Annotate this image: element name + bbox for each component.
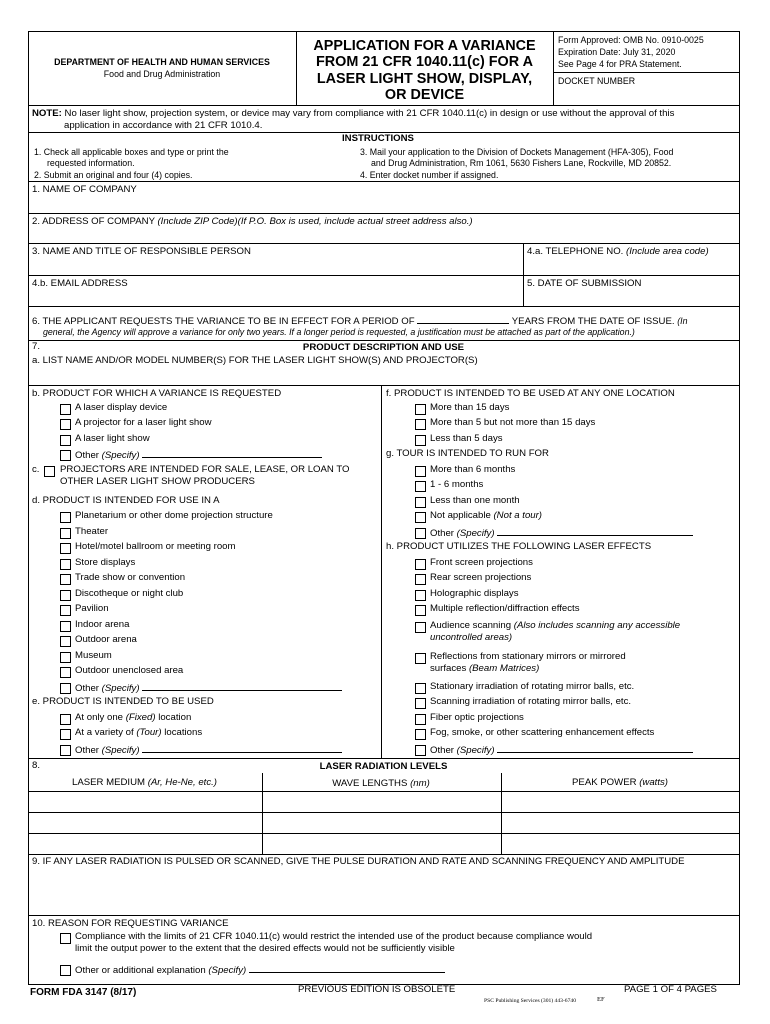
fixed-location-label: At only one (Fixed) location <box>75 712 192 723</box>
checkbox-projector[interactable] <box>60 419 71 430</box>
checkbox-discotheque[interactable] <box>60 590 71 601</box>
checkbox-trade-show[interactable] <box>60 574 71 585</box>
checkbox-laser-light-show[interactable] <box>60 435 71 446</box>
section8-heading: LASER RADIATION LEVELS <box>319 761 448 772</box>
company-address-field[interactable] <box>30 229 736 242</box>
multiple-reflection-label: Multiple reflection/diffraction effects <box>430 603 580 614</box>
checkbox-other-explanation[interactable] <box>60 965 71 976</box>
peak-power-header: PEAK POWER (watts) <box>572 777 668 788</box>
audience-scanning-label: Audience scanning (Also includes scanning any accessible <box>430 620 681 631</box>
checkbox-outdoor-arena[interactable] <box>60 636 71 647</box>
museum-label: Museum <box>75 650 112 661</box>
checkbox-h-other[interactable] <box>415 745 426 756</box>
checkbox-more-than-6-months[interactable] <box>415 466 426 477</box>
store-displays-label: Store displays <box>75 557 136 568</box>
company-name-field[interactable] <box>30 197 736 211</box>
instructions-heading: INSTRUCTIONS <box>342 133 414 144</box>
page-number: PAGE 1 OF 4 PAGES <box>624 984 717 995</box>
responsible-person-label: 3. NAME AND TITLE OF RESPONSIBLE PERSON <box>32 246 251 257</box>
checkbox-rear-screen[interactable] <box>415 574 426 585</box>
form-title-3: LASER LIGHT SHOW, DISPLAY, <box>316 71 533 87</box>
more-than-15-days-label: More than 15 days <box>430 402 510 413</box>
checkbox-store-displays[interactable] <box>60 559 71 570</box>
checkbox-more-than-15-days[interactable] <box>415 404 426 415</box>
location-duration-heading: f. PRODUCT IS INTENDED TO BE USED AT ANY ONE LOCATION <box>386 388 675 399</box>
instruction-2: 2. Submit an original and four (4) copies. <box>34 170 193 180</box>
agency-sub: Food and Drug Administration <box>103 69 221 79</box>
responsible-person-field[interactable] <box>30 259 522 273</box>
checkbox-e-other[interactable] <box>60 745 71 756</box>
trade-show-label: Trade show or convention <box>75 572 186 583</box>
checkbox-planetarium[interactable] <box>60 512 71 523</box>
email-field[interactable] <box>30 291 522 305</box>
other-explanation-label: Other or additional explanation (Specify) <box>75 963 445 977</box>
checkbox-stationary-mirrors[interactable] <box>415 653 426 664</box>
pulse-info-label: 9. IF ANY LASER RADIATION IS PULSED OR SCANNED, GIVE THE PULSE DURATION AND RATE AND SCANNING FREQUENCY AND AMPLITUDE <box>32 856 685 867</box>
obsolete-notice: PREVIOUS EDITION IS OBSOLETE <box>298 984 456 995</box>
section7-number: 7. <box>32 341 41 352</box>
g-other-field[interactable] <box>497 526 693 536</box>
b-other-field[interactable] <box>142 448 322 458</box>
h-other-label: Other (Specify) <box>430 743 693 757</box>
variance-period-note: general, the Agency will approve a variance for only two years. If a longer period is requested, a justification must be attached as part of the application.) <box>43 327 635 337</box>
outdoor-arena-label: Outdoor arena <box>75 634 137 645</box>
checkbox-stationary-irradiation[interactable] <box>415 683 426 694</box>
checkbox-tour-locations[interactable] <box>60 729 71 740</box>
form-title-2: FROM 21 CFR 1040.11(c) FOR A <box>316 54 533 70</box>
company-name-label: 1. NAME OF COMPANY <box>32 184 137 195</box>
publisher: PSC Publishing Services (301) 443-6740 <box>484 998 576 1004</box>
fiber-optic-label: Fiber optic projections <box>430 712 524 723</box>
wave-lengths-header: WAVE LENGTHS (nm) <box>332 778 430 789</box>
laser-table-row[interactable] <box>30 835 736 853</box>
checkbox-5-to-15-days[interactable] <box>415 419 426 430</box>
hotel-ballroom-label: Hotel/motel ballroom or meeting room <box>75 541 236 552</box>
telephone-label: 4.a. TELEPHONE NO. (Include area code) <box>527 246 709 257</box>
laser-table-row[interactable] <box>30 793 736 811</box>
front-screen-label: Front screen projections <box>430 557 533 568</box>
audience-scanning-label-2: uncontrolled areas) <box>430 632 513 643</box>
variance-years-field[interactable] <box>417 314 509 324</box>
less-than-5-days-label: Less than 5 days <box>430 433 503 444</box>
checkbox-d-other[interactable] <box>60 683 71 694</box>
email-label: 4.b. EMAIL ADDRESS <box>32 278 128 289</box>
1-6-months-label: 1 - 6 months <box>430 479 484 490</box>
checkbox-not-a-tour[interactable] <box>415 512 426 523</box>
section8-number: 8. <box>32 760 41 771</box>
checkbox-hotel-ballroom[interactable] <box>60 543 71 554</box>
company-address-label: 2. ADDRESS OF COMPANY (Include ZIP Code)(If P.O. Box is used, include actual street address also.) <box>32 216 473 227</box>
checkbox-museum[interactable] <box>60 652 71 663</box>
checkbox-fog-smoke[interactable] <box>415 729 426 740</box>
checkbox-front-screen[interactable] <box>415 559 426 570</box>
g-other-label: Other (Specify) <box>430 526 693 540</box>
h-other-field[interactable] <box>497 743 693 753</box>
e-other-field[interactable] <box>142 743 342 753</box>
note-line2: application in accordance with 21 CFR 1010.4. <box>64 120 263 131</box>
model-numbers-field[interactable] <box>30 368 736 384</box>
tour-locations-label: At a variety of (Tour) locations <box>75 727 203 738</box>
theater-label: Theater <box>75 526 109 537</box>
expiration-date: Expiration Date: July 31, 2020 <box>558 47 676 57</box>
checkbox-audience-scanning[interactable] <box>415 622 426 633</box>
checkbox-less-than-5-days[interactable] <box>415 435 426 446</box>
checkbox-pavilion[interactable] <box>60 605 71 616</box>
compliance-reason-label: Compliance with the limits of 21 CFR 1040.11(c) would restrict the intended use of the product because compliance would <box>75 931 593 942</box>
c-prefix: c. <box>32 464 40 475</box>
laser-light-show-label: A laser light show <box>75 433 150 444</box>
e-other-label: Other (Specify) <box>75 743 342 757</box>
stationary-mirrors-label: Reflections from stationary mirrors or mirrored <box>430 651 626 662</box>
tour-duration-heading: g. TOUR IS INTENDED TO RUN FOR <box>386 448 549 459</box>
discotheque-label: Discotheque or night club <box>75 588 184 599</box>
product-variance-heading: b. PRODUCT FOR WHICH A VARIANCE IS REQUESTED <box>32 388 282 399</box>
checkbox-compliance-reason[interactable] <box>60 933 71 944</box>
agency-name: DEPARTMENT OF HEALTH AND HUMAN SERVICES <box>54 57 270 67</box>
checkbox-outdoor-unenclosed[interactable] <box>60 667 71 678</box>
checkbox-fixed-location[interactable] <box>60 714 71 725</box>
rear-screen-label: Rear screen projections <box>430 572 532 583</box>
projector-label: A projector for a laser light show <box>75 417 212 428</box>
model-numbers-label: a. LIST NAME AND/OR MODEL NUMBER(S) FOR THE LASER LIGHT SHOW(S) AND PROJECTOR(S) <box>32 355 478 366</box>
instruction-4: 4. Enter docket number if assigned. <box>360 170 499 180</box>
instruction-1: 1. Check all applicable boxes and type or print the <box>34 147 229 157</box>
checkbox-less-than-one-month[interactable] <box>415 497 426 508</box>
checkbox-theater[interactable] <box>60 528 71 539</box>
note: NOTE: No laser light show, projection system, or device may vary from compliance with 21 CFR 1040.11(c) in design or use without the approval of this <box>32 108 675 119</box>
telephone-field[interactable] <box>525 259 736 273</box>
fog-smoke-label: Fog, smoke, or other scattering enhancement effects <box>430 727 655 738</box>
pulse-info-field[interactable] <box>30 870 736 912</box>
laser-effects-heading: h. PRODUCT UTILIZES THE FOLLOWING LASER EFFECTS <box>386 541 652 552</box>
planetarium-label: Planetarium or other dome projection structure <box>75 510 273 521</box>
5-to-15-days-label: More than 5 but not more than 15 days <box>430 417 596 428</box>
compliance-reason-label-2: limit the output power to the extent that the desired effects would not be sufficiently visible <box>75 943 455 954</box>
section7-heading: PRODUCT DESCRIPTION AND USE <box>302 342 465 353</box>
indoor-arena-label: Indoor arena <box>75 619 130 630</box>
pra-statement: See Page 4 for PRA Statement. <box>558 59 682 69</box>
checkbox-indoor-arena[interactable] <box>60 621 71 632</box>
checkbox-b-other[interactable] <box>60 450 71 461</box>
form-id: FORM FDA 3147 (8/17) <box>30 987 137 998</box>
projectors-for-sale-label: PROJECTORS ARE INTENDED FOR SALE, LEASE, OR LOAN TO <box>60 464 350 475</box>
checkbox-fiber-optic[interactable] <box>415 714 426 725</box>
reason-heading: 10. REASON FOR REQUESTING VARIANCE <box>32 918 229 929</box>
laser-table-row[interactable] <box>30 814 736 832</box>
checkbox-1-6-months[interactable] <box>415 481 426 492</box>
less-than-one-month-label: Less than one month <box>430 495 520 506</box>
checkbox-multiple-reflection[interactable] <box>415 605 426 616</box>
checkbox-g-other[interactable] <box>415 528 426 539</box>
scanning-irradiation-label: Scanning irradiation of rotating mirror balls, etc. <box>430 696 632 707</box>
checkbox-laser-display-device[interactable] <box>60 404 71 415</box>
form-title-4: OR DEVICE <box>384 87 465 103</box>
not-a-tour-label: Not applicable (Not a tour) <box>430 510 543 521</box>
intended-use-heading: e. PRODUCT IS INTENDED TO BE USED <box>32 696 214 707</box>
omb-number: Form Approved: OMB No. 0910-0025 <box>558 35 704 45</box>
use-location-heading: d. PRODUCT IS INTENDED FOR USE IN A <box>32 495 220 506</box>
holographic-label: Holographic displays <box>430 588 519 599</box>
instruction-1-cont: requested information. <box>47 158 135 168</box>
pavilion-label: Pavilion <box>75 603 109 614</box>
projectors-for-sale-label-2: OTHER LASER LIGHT SHOW PRODUCERS <box>60 476 255 487</box>
stationary-mirrors-label-2: surfaces (Beam Matrices) <box>430 663 540 674</box>
other-explanation-field[interactable] <box>249 963 445 973</box>
form-title-1: APPLICATION FOR A VARIANCE <box>313 38 536 54</box>
instruction-3: 3. Mail your application to the Division of Dockets Management (HFA-305), Food <box>360 147 674 157</box>
outdoor-unenclosed-label: Outdoor unenclosed area <box>75 665 184 676</box>
docket-number-field[interactable] <box>555 88 737 104</box>
checkbox-scanning-irradiation[interactable] <box>415 698 426 709</box>
d-other-label: Other (Specify) <box>75 681 342 695</box>
variance-period: 6. THE APPLICANT REQUESTS THE VARIANCE TO BE IN EFFECT FOR A PERIOD OF YEARS FROM THE DATE OF ISSUE. (In <box>32 316 688 327</box>
d-other-field[interactable] <box>142 681 342 691</box>
checkbox-holographic[interactable] <box>415 590 426 601</box>
stationary-irradiation-label: Stationary irradiation of rotating mirror balls, etc. <box>430 681 635 692</box>
instruction-3-cont: and Drug Administration, Rm 1061, 5630 Fishers Lane, Rockville, MD 20852. <box>371 158 672 168</box>
b-other-label: Other (Specify) <box>75 448 322 462</box>
more-than-6-months-label: More than 6 months <box>430 464 516 475</box>
docket-label: DOCKET NUMBER <box>558 76 636 86</box>
ef-mark: EF <box>597 996 605 1003</box>
checkbox-projectors-for-sale[interactable] <box>44 466 55 477</box>
laser-medium-header: LASER MEDIUM (Ar, He-Ne, etc.) <box>71 777 217 788</box>
date-of-submission-field[interactable] <box>525 291 736 305</box>
date-of-submission-label: 5. DATE OF SUBMISSION <box>527 278 642 289</box>
laser-display-device-label: A laser display device <box>75 402 168 413</box>
